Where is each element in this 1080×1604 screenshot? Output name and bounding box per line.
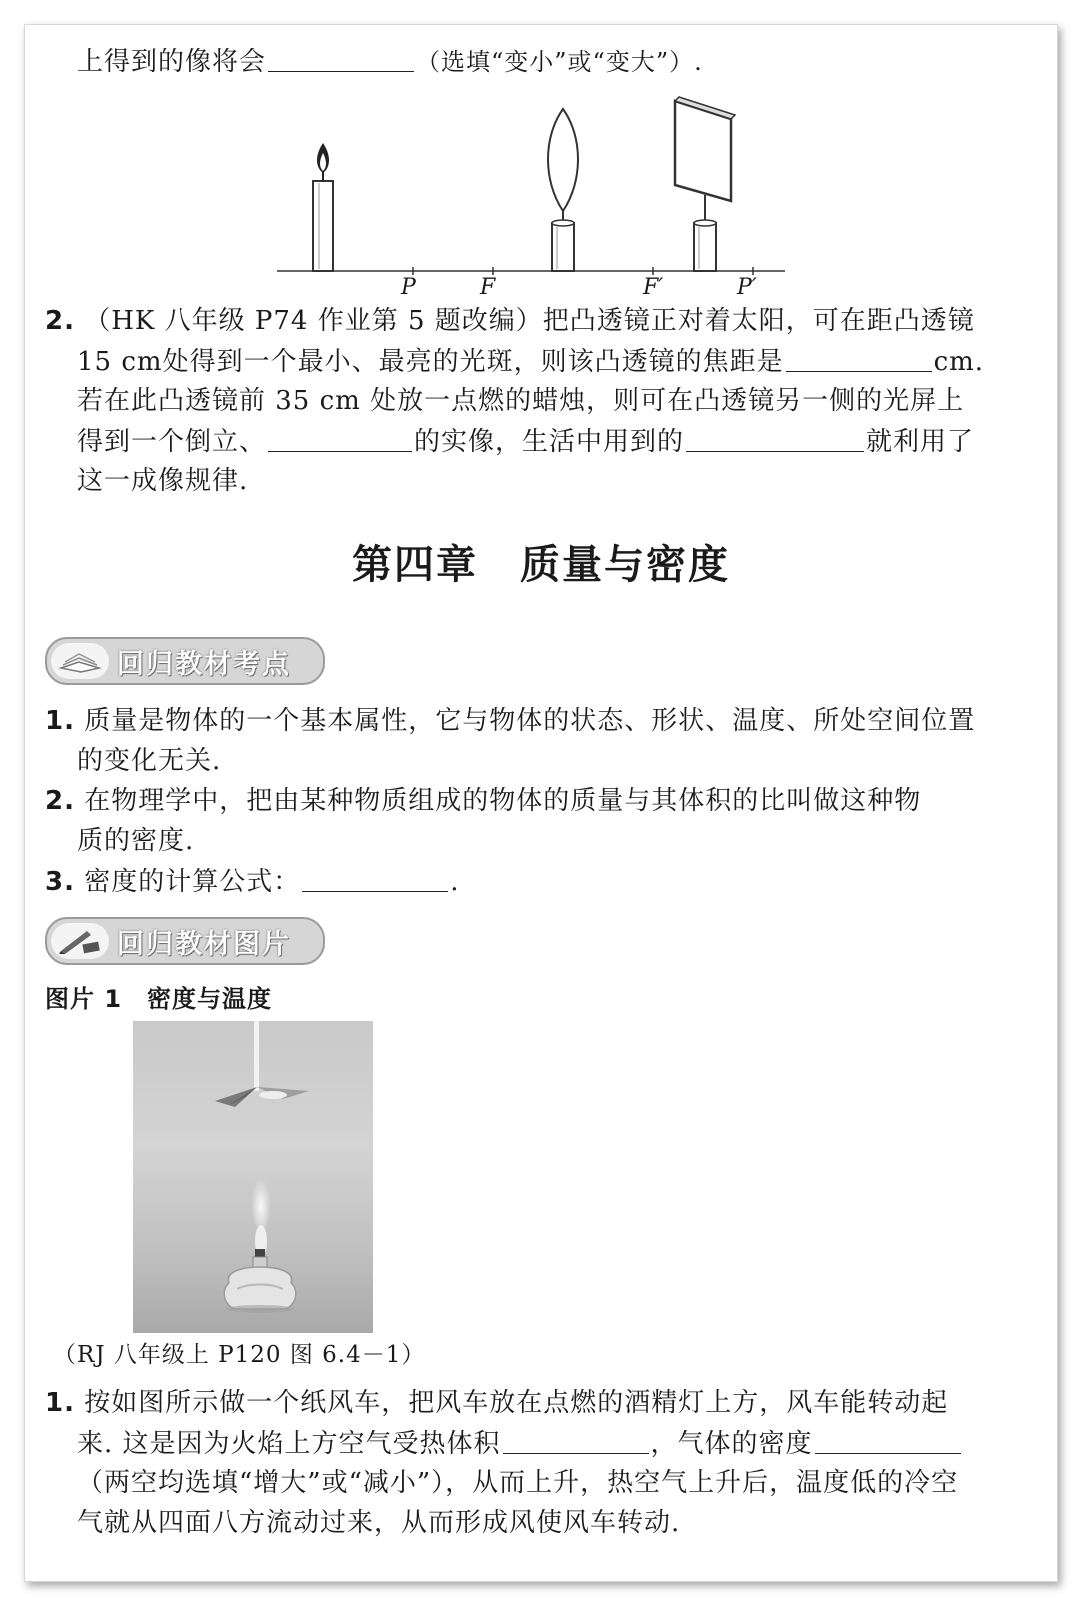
candle-icon [313, 143, 333, 271]
focal-length-blank[interactable] [786, 341, 932, 372]
list-item [45, 781, 921, 821]
light-screen-icon [675, 97, 735, 271]
item-text: 质量是物体的一个基本属性，它与物体的状态、形状、温度、所处空间位置 [84, 706, 976, 736]
question-text3: （两空均选填“增大”或“减小”），从而上升，热空气上升后，温度低的冷空 [77, 1468, 959, 1498]
q2-line1 [45, 301, 975, 341]
q2-text3: 若在此凸透镜前 35 cm 处放一点燃的蜡烛，则可在凸透镜另一侧的光屏上 [77, 386, 965, 416]
q2-text5: 这一成像规律. [77, 466, 249, 496]
section-badge-exam-points [45, 637, 325, 685]
question-text2b: ，气体的密度 [650, 1429, 813, 1459]
label-f-prime: F′ [643, 275, 664, 300]
section-badge-label: 回归教材考点 [117, 648, 291, 680]
section-badge-pictures [45, 917, 325, 965]
s2-q1-line2 [77, 1423, 963, 1464]
question-number: 1. [45, 1388, 75, 1418]
pinwheel-alcohol-lamp-photo [133, 1021, 373, 1333]
label-p-prime: P′ [737, 275, 757, 300]
top-line-prefix: 上得到的像将会 [77, 47, 267, 77]
list-item-cont [77, 821, 194, 861]
q2-text1: （HK 八年级 P74 作业第 5 题改编）把凸透镜正对着太阳，可在距凸透镜 [84, 306, 975, 336]
question-text2a: 来. 这是因为火焰上方空气受热体积 [77, 1429, 501, 1459]
top-line-suffix: （选填“变小”或“变大”）. [416, 48, 703, 76]
q2-text4b: 的实像，生活中用到的 [414, 427, 685, 457]
s2-q1-line1 [45, 1383, 948, 1423]
q2-unit: cm. [933, 347, 985, 377]
item-text: 在物理学中，把由某种物质组成的物体的质量与其体积的比叫做这种物 [84, 786, 922, 816]
item-text-end: . [450, 867, 460, 897]
q2-text4c: 就利用了 [866, 427, 975, 457]
list-item-cont [77, 741, 221, 781]
page [24, 24, 1058, 1582]
section-badge-label: 回归教材图片 [117, 928, 291, 960]
optics-bench-diagram [275, 91, 795, 331]
q2-line3 [77, 381, 964, 421]
question-text4: 气就从四面八方流动过来，从而形成风使风车转动. [77, 1508, 681, 1538]
s2-q1-line3 [77, 1463, 958, 1503]
volume-change-blank[interactable] [503, 1423, 649, 1454]
top-line [77, 41, 703, 82]
convex-lens-icon [548, 109, 578, 271]
q2-line4 [77, 421, 974, 462]
open-book-icon [51, 643, 109, 679]
item-text: 密度的计算公式： [84, 867, 301, 897]
figure-title: 图片 1 密度与温度 [45, 985, 273, 1013]
list-item [45, 861, 460, 902]
list-item [45, 701, 975, 741]
pencil-eraser-icon [51, 923, 109, 959]
s2-q1-line4 [77, 1503, 680, 1543]
q2-line5 [77, 461, 248, 501]
item-number: 1. [45, 706, 75, 736]
item-text: 质的密度. [77, 826, 195, 856]
question-text1: 按如图所示做一个纸风车，把风车放在点燃的酒精灯上方，风车能转动起 [84, 1388, 949, 1418]
item-text: 的变化无关. [77, 746, 222, 776]
label-p: P [401, 275, 416, 300]
item-number: 2. [45, 786, 75, 816]
q2-number: 2. [45, 306, 75, 336]
q2-text4a: 得到一个倒立、 [77, 427, 267, 457]
q2-text2: 15 cm处得到一个最小、最亮的光斑，则该凸透镜的焦距是 [77, 347, 784, 377]
application-blank[interactable] [686, 421, 864, 452]
chapter-title: 第四章 质量与密度 [352, 542, 730, 588]
density-change-blank[interactable] [815, 1423, 961, 1454]
formula-blank[interactable] [302, 861, 448, 892]
item-number: 3. [45, 867, 75, 897]
image-size-blank[interactable] [268, 421, 412, 452]
answer-blank[interactable] [268, 41, 414, 72]
figure-caption: （RJ 八年级上 P120 图 6.4－1） [53, 1342, 426, 1368]
label-f: F [480, 275, 496, 300]
q2-line2 [77, 341, 984, 382]
